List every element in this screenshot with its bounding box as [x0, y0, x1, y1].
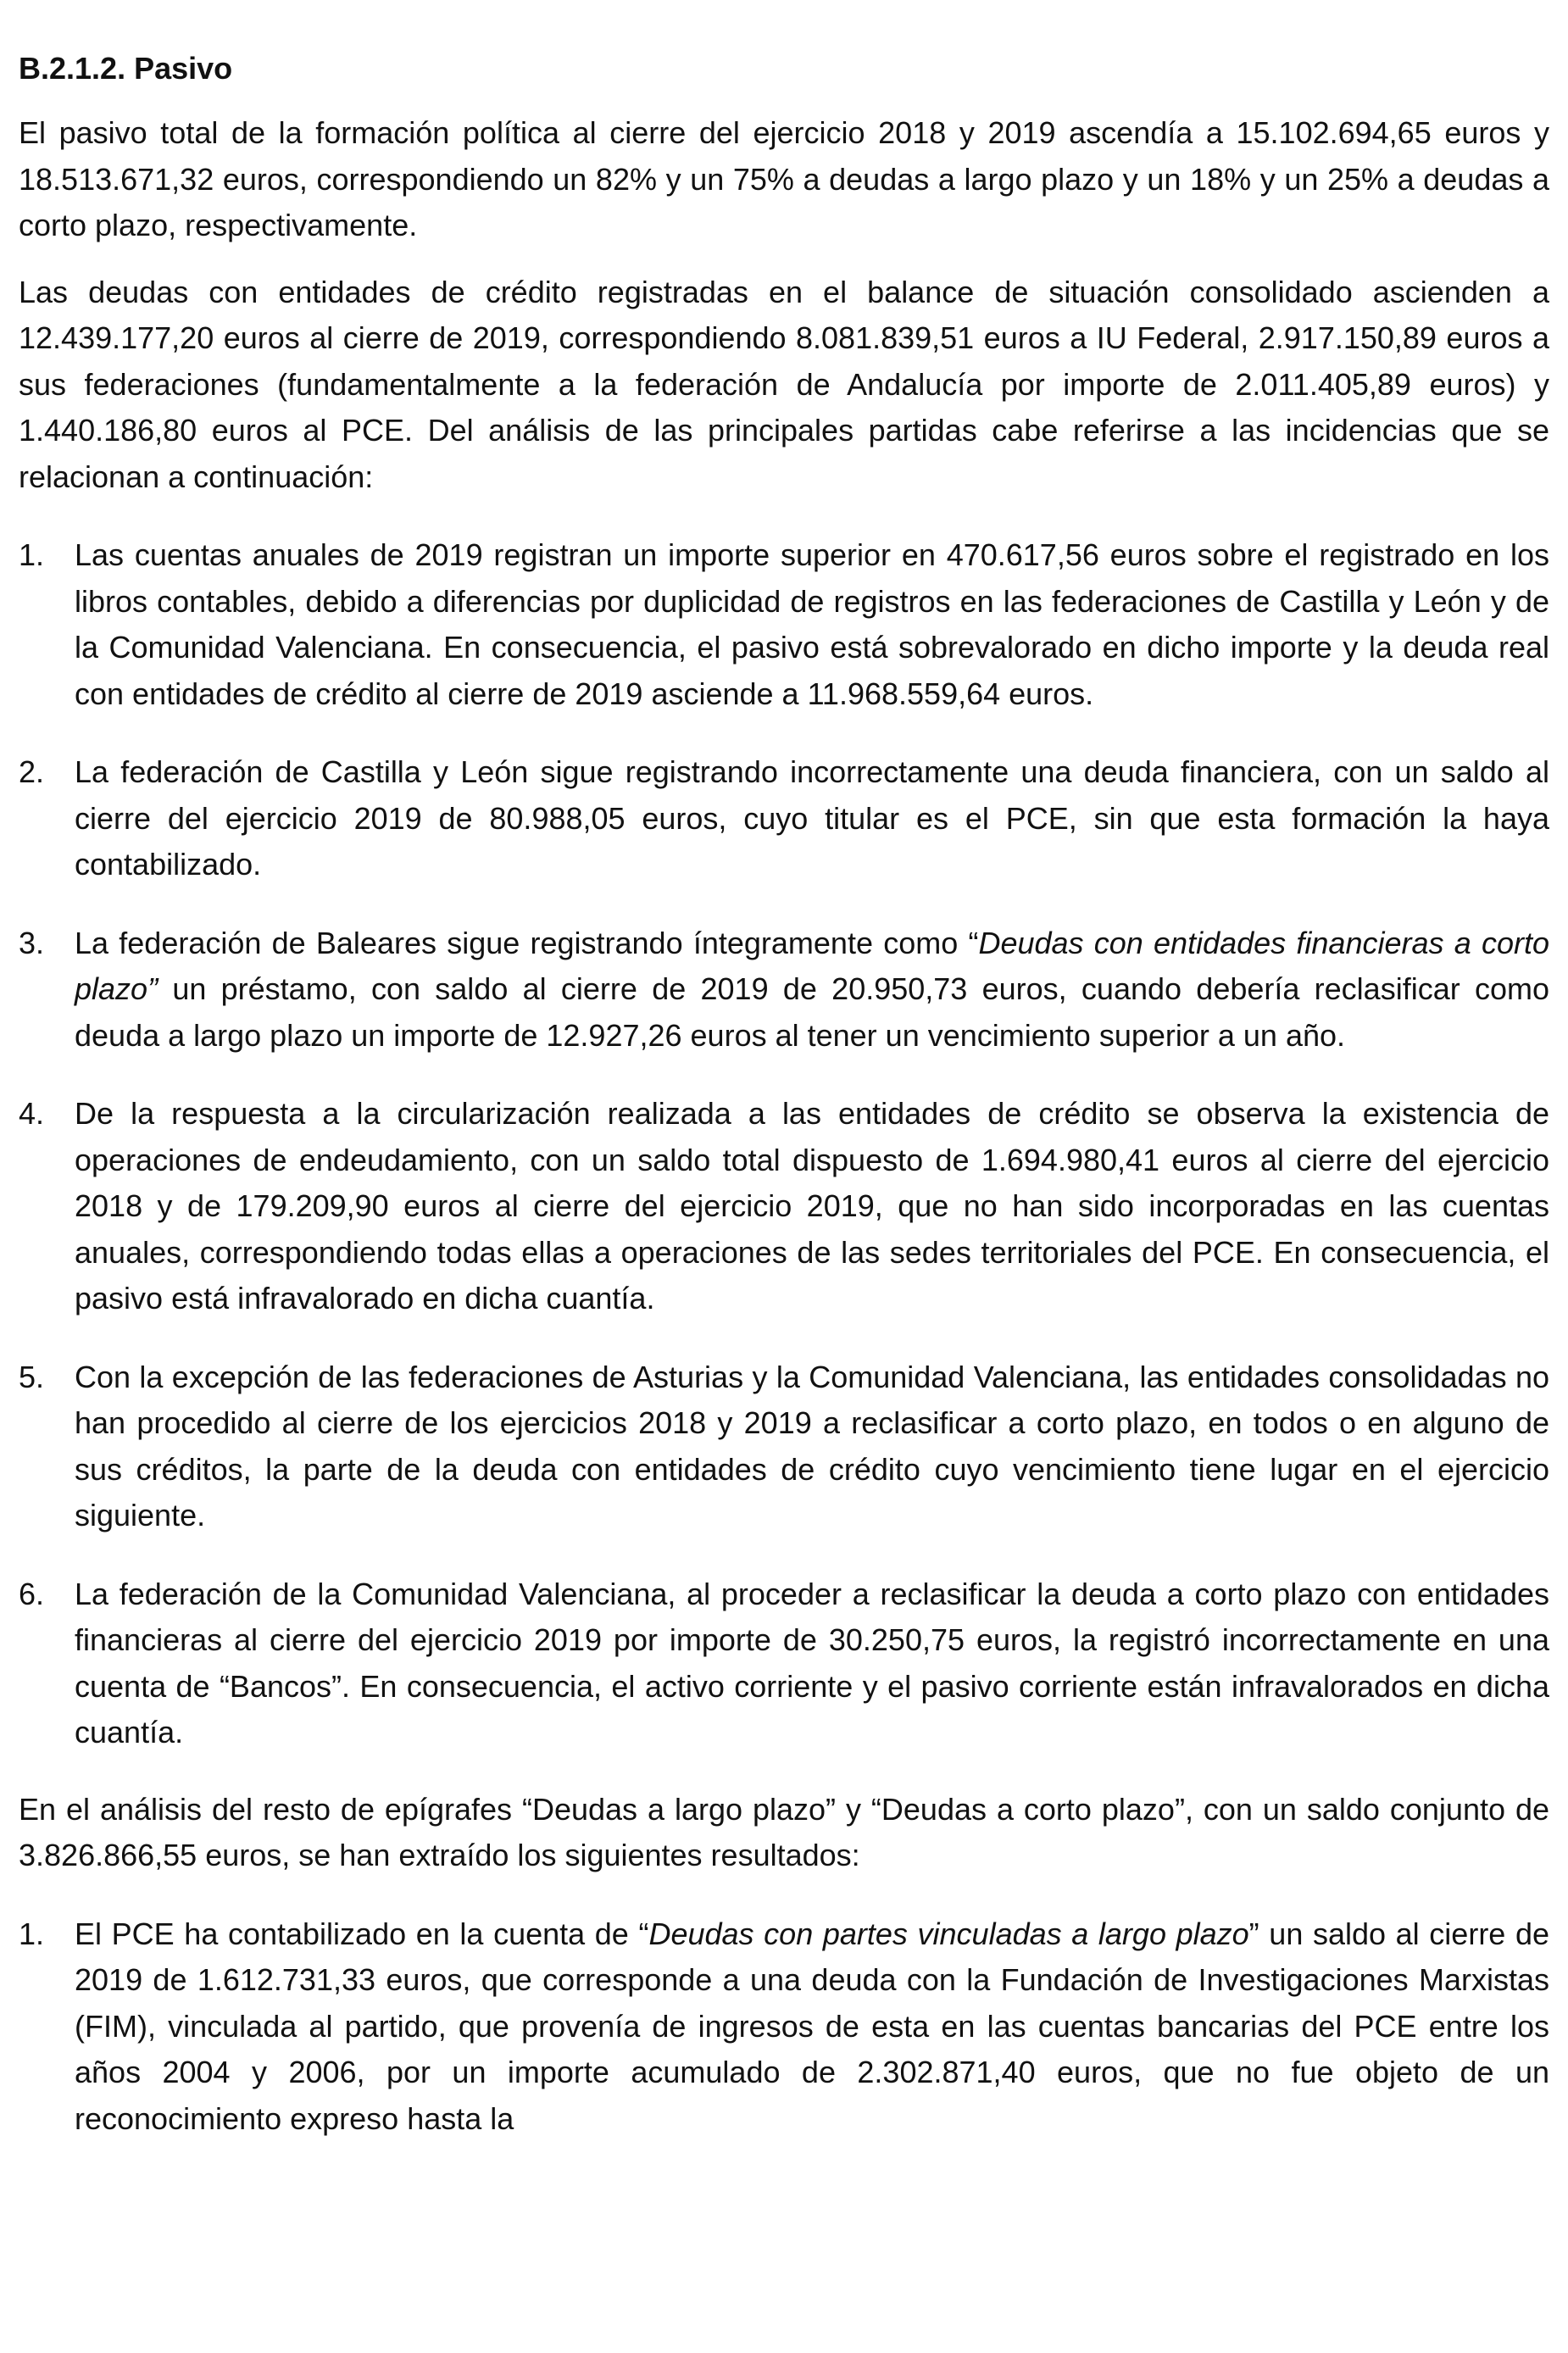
- list-item: [19, 532, 1549, 717]
- list-item: [19, 1355, 1549, 1539]
- list-item: [19, 1091, 1549, 1322]
- intro-paragraph-1: El pasivo total de la formación política al cierre del ejercicio 2018 y 2019 ascendía a 15.102.694,65 euros y 18.513.671,32 euros, correspondiendo un 82% y un 75% a deudas a largo plazo y un 18% y un 25% a deudas a corto plazo, respectivamente.: [19, 115, 1549, 242]
- document-page: [19, 46, 1549, 2172]
- list-item: [19, 749, 1549, 888]
- list-item: [19, 1911, 1549, 2143]
- middle-paragraph: En el análisis del resto de epígrafes “Deudas a largo plazo” y “Deudas a corto plazo”, con un saldo conjunto de 3.826.866,55 euros, se han extraído los siguientes resultados:: [19, 1791, 1549, 1872]
- list-item-text: La federación de Castilla y León sigue registrando incorrectamente una deuda financiera, con un saldo al cierre del ejercicio 2019 de 80.988,05 euros, cuyo titular es el PCE, sin que esta formación la haya contabilizado.: [75, 754, 1549, 882]
- results-list: [19, 1911, 1549, 2143]
- list-item-text: La federación de la Comunidad Valenciana, al proceder a reclasificar la deuda a corto plazo con entidades financieras al cierre del ejercicio 2019 por importe de 30.250,75 euros, la registró incorrectamente en una cuenta de “Bancos”. En consecuencia, el activo corriente y el pasivo corriente están infravalorados en dicha cuantía.: [75, 1576, 1549, 1749]
- list-item-number: 1.: [19, 1916, 45, 1951]
- incidents-list: [19, 532, 1549, 1756]
- list-item: [19, 921, 1549, 1060]
- section-heading: B.2.1.2. Pasivo: [19, 51, 233, 86]
- list-item-text-end: ” un saldo al cierre de 2019 de 1.612.731,33 euros, que corresponde a una deuda con la Fundación de Investigaciones Marxistas (FIM), vinculada al partido, que provenía de ingresos de esta en las cuentas bancarias del PCE entre los años 2004 y 2006, por un importe acumulado de 2.302.871,40 euros, que no fue objeto de un reconocimiento expreso hasta la: [75, 1916, 1550, 2136]
- list-item-text: Con la excepción de las federaciones de Asturias y la Comunidad Valenciana, las entidades consolidadas no han procedido al cierre de los ejercicios 2018 y 2019 a reclasificar a corto plazo, en todos o en alguno de sus créditos, la parte de la deuda con entidades de crédito cuyo vencimiento tiene lugar en el ejercicio siguiente.: [75, 1359, 1549, 1533]
- list-item-text-italic: Deudas con partes vinculadas a largo plazo: [648, 1916, 1249, 1951]
- intro-paragraph-2: Las deudas con entidades de crédito registradas en el balance de situación consolidado ascienden a 12.439.177,20 euros al cierre de 2019, correspondiendo 8.081.839,51 euros a IU Federal, 2.917.150,89 euros a sus federaciones (fundamentalmente a la federación de Andalucía por importe de 2.011.405,89 euros) y 1.440.186,80 euros al PCE. Del análisis de las principales partidas cabe referirse a las incidencias que se relacionan a continuación:: [19, 274, 1549, 494]
- list-item-number: 1.: [19, 537, 45, 572]
- list-item-text: De la respuesta a la circularización realizada a las entidades de crédito se observa la existencia de operaciones de endeudamiento, con un saldo total dispuesto de 1.694.980,41 euros al cierre del ejercicio 2018 y de 179.209,90 euros al cierre del ejercicio 2019, que no han sido incorporadas en las cuentas anuales, correspondiendo todas ellas a operaciones de las sedes territoriales del PCE. En consecuencia, el pasivo está infravalorado en dicha cuantía.: [75, 1096, 1549, 1316]
- list-item-number: 6.: [19, 1576, 45, 1611]
- list-item-text-start: La federación de Baleares sigue registrando íntegramente como “: [75, 925, 979, 960]
- list-item-number: 5.: [19, 1359, 45, 1394]
- list-item-number: 3.: [19, 925, 45, 960]
- list-item-number: 4.: [19, 1096, 45, 1131]
- list-item-text: Las cuentas anuales de 2019 registran un importe superior en 470.617,56 euros sobre el registrado en los libros contables, debido a diferencias por duplicidad de registros en las federaciones de Castilla y León y de la Comunidad Valenciana. En consecuencia, el pasivo está sobrevalorado en dicho importe y la deuda real con entidades de crédito al cierre de 2019 asciende a 11.968.559,64 euros.: [75, 537, 1549, 711]
- list-item: [19, 1571, 1549, 1756]
- list-item-number: 2.: [19, 754, 45, 789]
- list-item-text-start: El PCE ha contabilizado en la cuenta de “: [75, 1916, 649, 1951]
- list-item-text-italic: Deudas con entidades financieras a corto plazo”: [75, 925, 1550, 1006]
- list-item-text-end: un préstamo, con saldo al cierre de 2019 de 20.950,73 euros, cuando debería reclasificar como deuda a largo plazo un importe de 12.927,26 euros al tener un vencimiento superior a un año.: [75, 971, 1549, 1053]
